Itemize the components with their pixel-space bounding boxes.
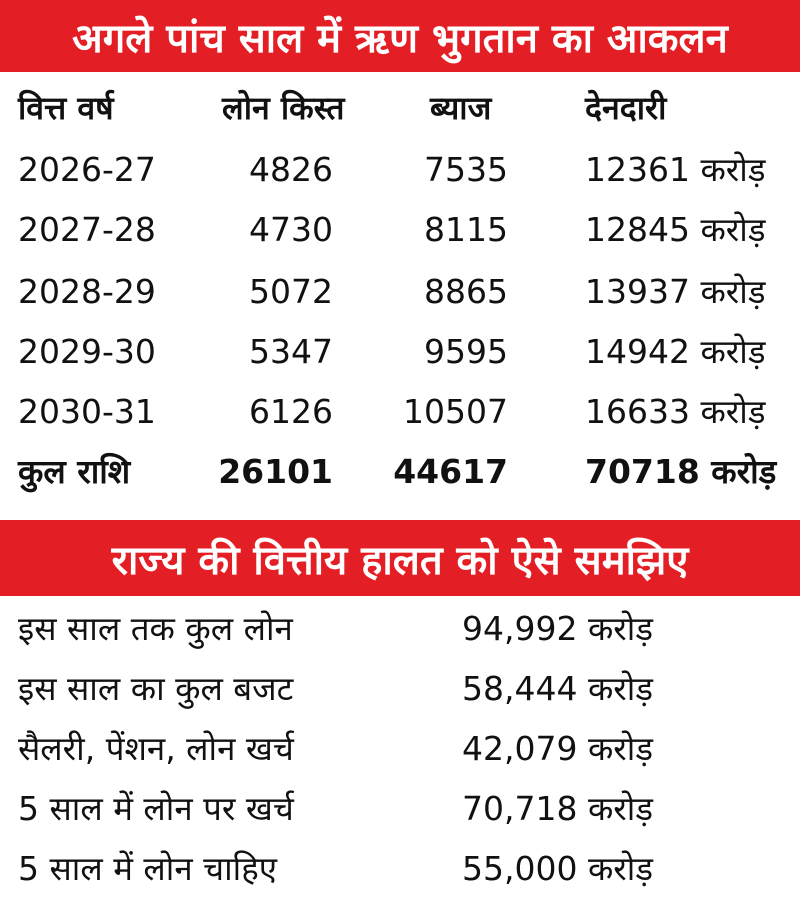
item-value: 58,444 करोड़ bbox=[462, 669, 654, 708]
list-item bbox=[0, 780, 800, 838]
item-value: 55,000 करोड़ bbox=[462, 849, 654, 888]
item-label: इस साल का कुल बजट bbox=[18, 669, 294, 708]
table-row bbox=[0, 382, 800, 442]
cell-interest: 8865 bbox=[424, 272, 508, 311]
list-item bbox=[0, 840, 800, 898]
cell-liability: 13937 करोड़ bbox=[585, 272, 766, 311]
item-value: 70,718 करोड़ bbox=[462, 789, 654, 828]
header-interest: ब्याज bbox=[430, 89, 492, 127]
total-liability: 70718 करोड़ bbox=[585, 452, 777, 491]
cell-interest: 7535 bbox=[424, 150, 508, 189]
item-value: 94,992 करोड़ bbox=[462, 609, 654, 648]
list-item bbox=[0, 720, 800, 778]
cell-year: 2026-27 bbox=[18, 150, 156, 189]
finance-summary-title: राज्य की वित्तीय हालत को ऐसे समझिए bbox=[0, 520, 800, 596]
cell-interest: 8115 bbox=[424, 210, 508, 249]
cell-liability: 12845 करोड़ bbox=[585, 210, 766, 249]
total-installment: 26101 bbox=[218, 452, 333, 491]
item-label: सैलरी, पेंशन, लोन खर्च bbox=[18, 729, 294, 768]
cell-liability: 16633 करोड़ bbox=[585, 392, 766, 431]
cell-installment: 5072 bbox=[249, 272, 333, 311]
header-liability: देनदारी bbox=[585, 89, 667, 127]
header-year: वित्त वर्ष bbox=[18, 89, 114, 127]
total-interest: 44617 bbox=[393, 452, 508, 491]
table-row bbox=[0, 262, 800, 322]
item-value: 42,079 करोड़ bbox=[462, 729, 654, 768]
debt-table-title: अगले पांच साल में ऋण भुगतान का आकलन bbox=[0, 0, 800, 72]
list-item bbox=[0, 600, 800, 658]
cell-installment: 4826 bbox=[249, 150, 333, 189]
item-label: 5 साल में लोन पर खर्च bbox=[18, 789, 294, 828]
table-row bbox=[0, 200, 800, 260]
item-label: इस साल तक कुल लोन bbox=[18, 609, 293, 648]
cell-interest: 9595 bbox=[424, 332, 508, 371]
cell-installment: 4730 bbox=[249, 210, 333, 249]
cell-year: 2030-31 bbox=[18, 392, 156, 431]
list-item bbox=[0, 660, 800, 718]
debt-table-header bbox=[0, 78, 800, 138]
cell-interest: 10507 bbox=[403, 392, 508, 431]
cell-year: 2028-29 bbox=[18, 272, 156, 311]
total-label: कुल राशि bbox=[18, 452, 131, 491]
table-row bbox=[0, 140, 800, 200]
cell-liability: 12361 करोड़ bbox=[585, 150, 766, 189]
table-total-row bbox=[0, 442, 800, 502]
cell-year: 2029-30 bbox=[18, 332, 156, 371]
cell-year: 2027-28 bbox=[18, 210, 156, 249]
cell-installment: 6126 bbox=[249, 392, 333, 431]
item-label: 5 साल में लोन चाहिए bbox=[18, 849, 277, 888]
header-installment: लोन किस्त bbox=[222, 89, 345, 127]
cell-installment: 5347 bbox=[249, 332, 333, 371]
cell-liability: 14942 करोड़ bbox=[585, 332, 766, 371]
table-row bbox=[0, 322, 800, 382]
